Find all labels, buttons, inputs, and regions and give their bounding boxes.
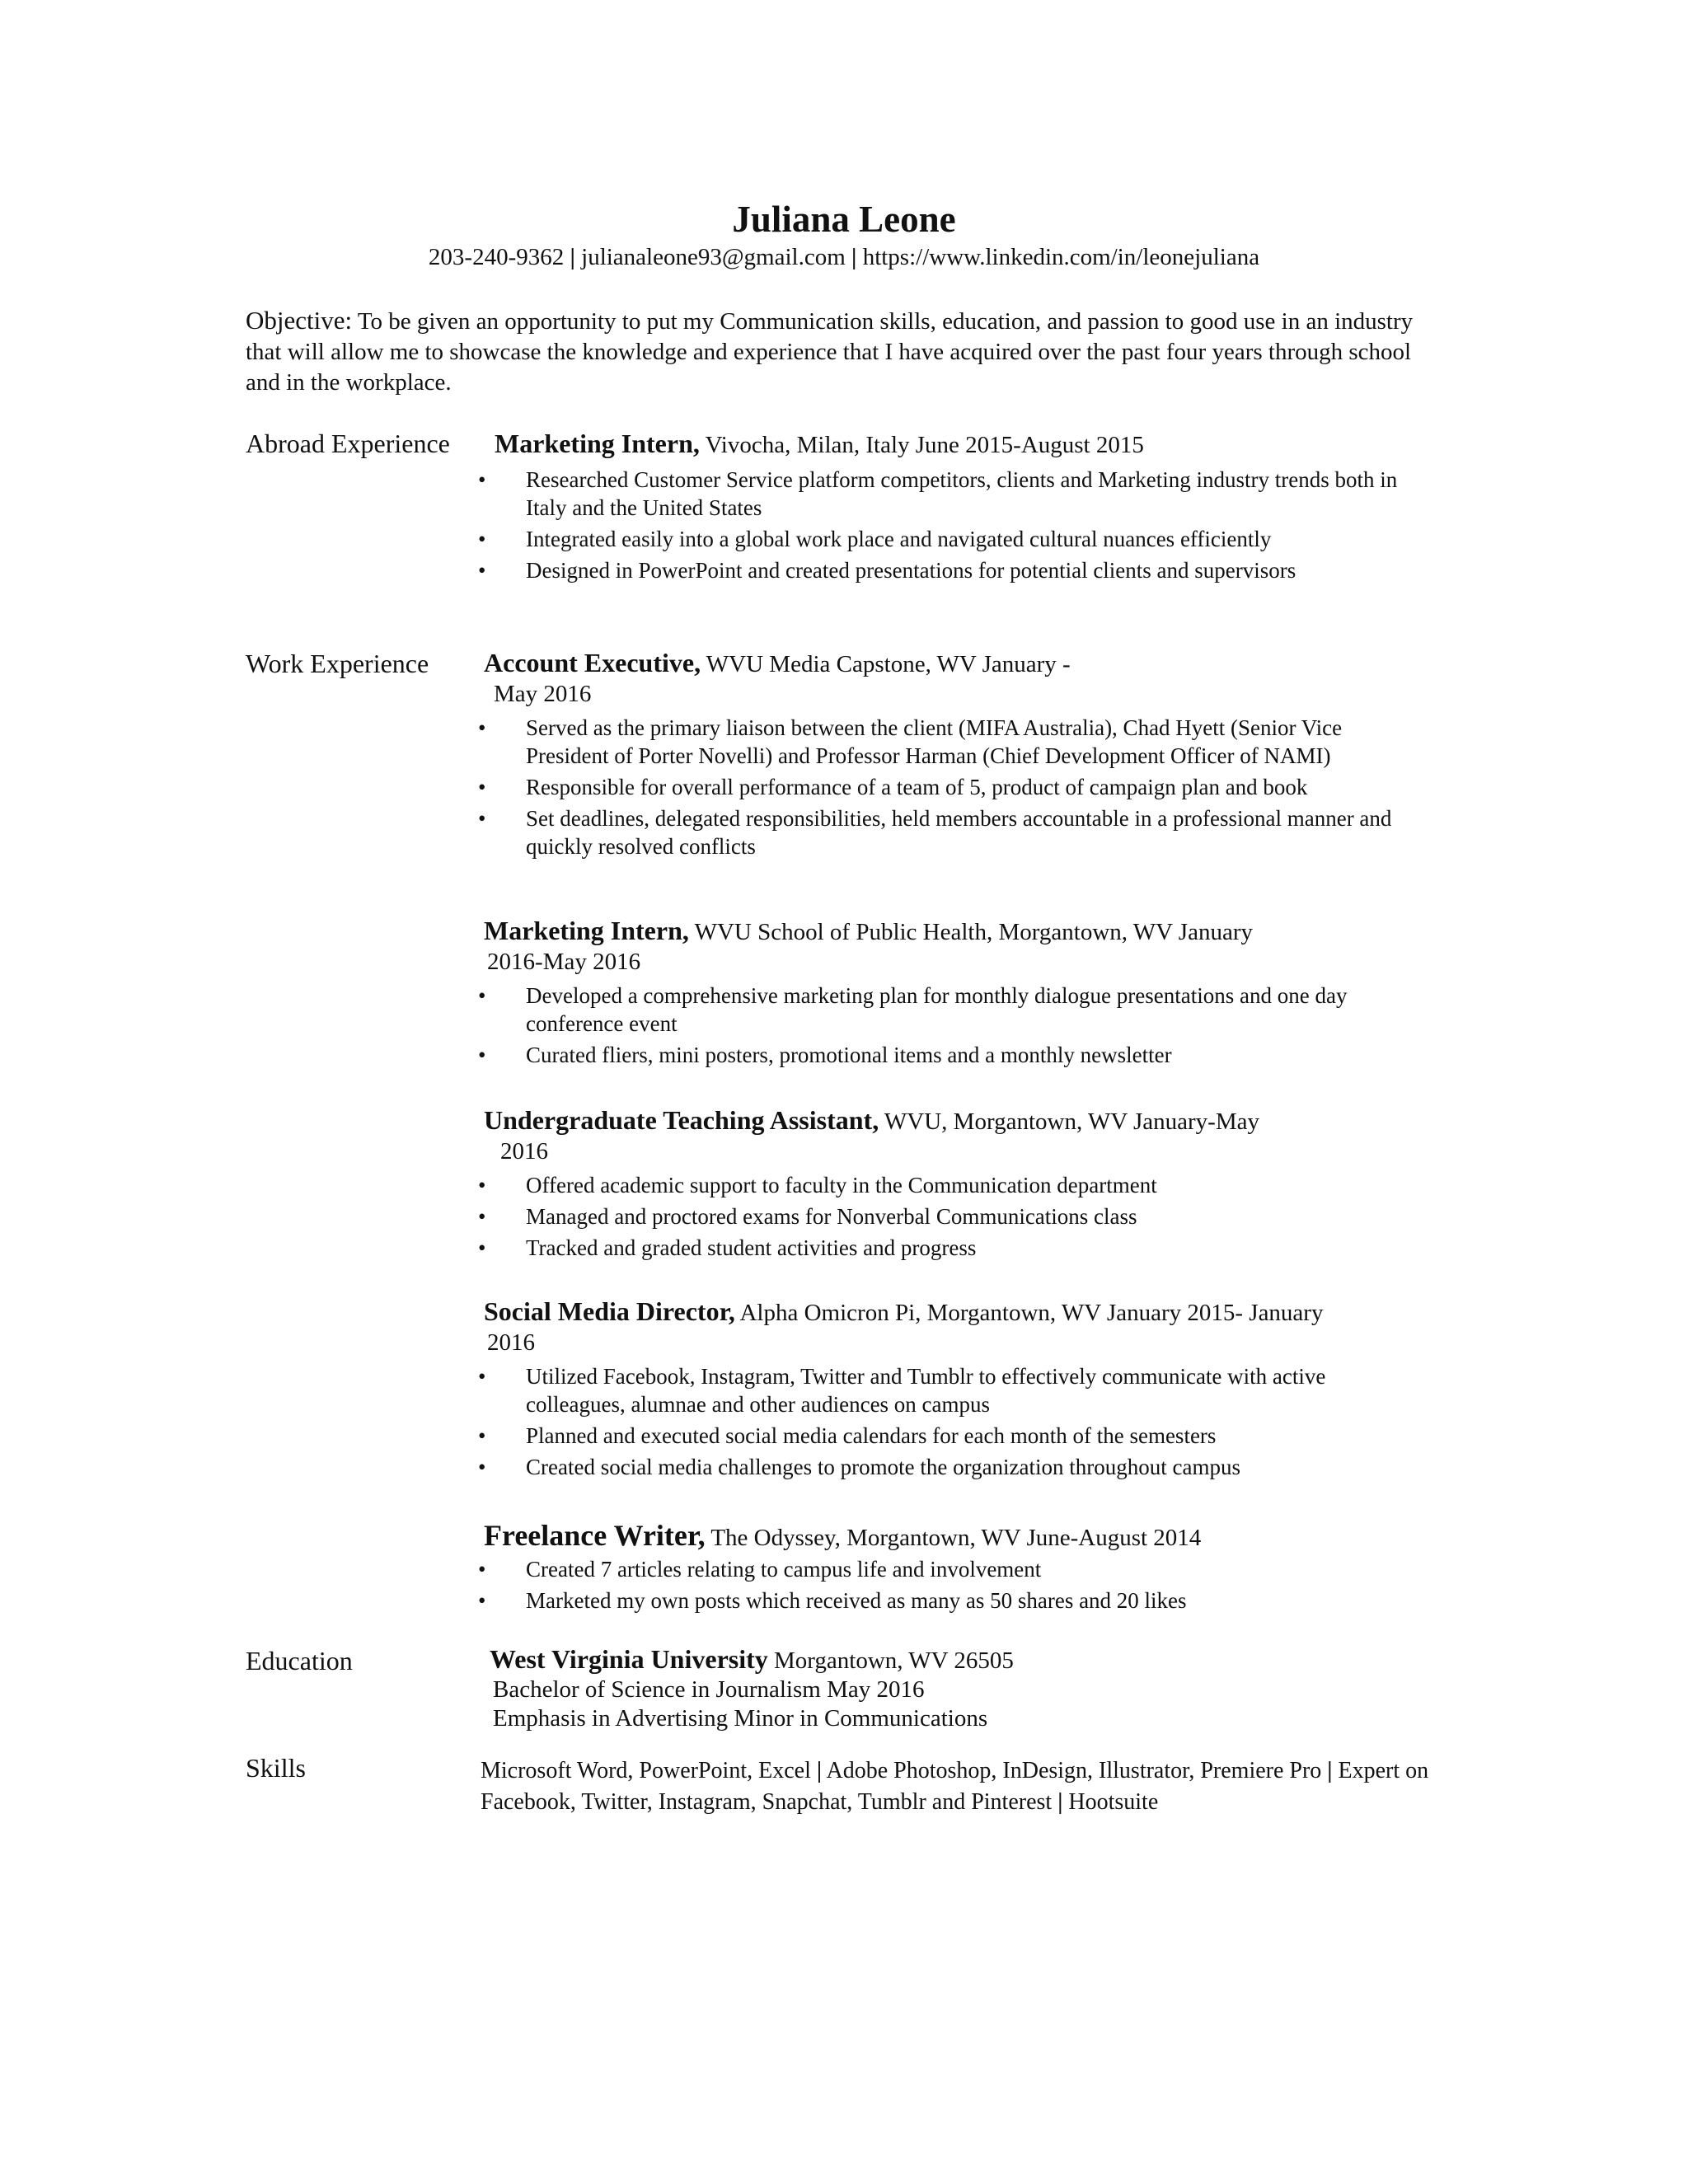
school-name: West Virginia University xyxy=(490,1644,768,1674)
skills-group: Microsoft Word, PowerPoint, Excel xyxy=(481,1758,811,1783)
job-title: Social Media Director, xyxy=(484,1296,735,1326)
job-details: Vivocha, Milan, Italy June 2015-August 2015 xyxy=(705,432,1144,458)
job-bullets xyxy=(478,982,1401,1072)
job-details: WVU, Morgantown, WV January-May xyxy=(884,1108,1259,1135)
bullet-icon: • xyxy=(478,715,486,740)
job-details: Alpha Omicron Pi, Morgantown, WV January 2015- January xyxy=(739,1300,1324,1326)
list-item: • Responsible for overall performance of a team of 5, product of campaign plan and book xyxy=(478,775,1308,799)
job-heading xyxy=(484,1521,1440,1553)
list-item: • Set deadlines, delegated responsibilities, held members accountable in a professional manner and quickly resolved conflicts xyxy=(478,806,1392,859)
bullet-icon: • xyxy=(478,775,486,799)
contact-line xyxy=(0,241,1688,274)
job-title: Undergraduate Teaching Assistant, xyxy=(484,1105,879,1135)
job-title: Marketing Intern, xyxy=(484,916,689,945)
job-title: Account Executive, xyxy=(484,648,701,677)
job-heading xyxy=(484,1105,1440,1166)
education-school-line xyxy=(490,1645,1014,1675)
section-label-work: Work Experience xyxy=(246,649,429,678)
list-item: • Managed and proctored exams for Nonverbal Communications class xyxy=(478,1204,1137,1229)
job-bullets xyxy=(478,1171,1401,1265)
list-item: • Integrated easily into a global work place and navigated cultural nuances efficiently xyxy=(478,527,1272,551)
bullet-icon: • xyxy=(478,1235,486,1260)
job-details-continued: May 2016 xyxy=(494,681,592,707)
job-bullets xyxy=(478,714,1401,864)
bullet-icon: • xyxy=(478,1557,486,1582)
skills-block xyxy=(481,1755,1453,1818)
job-bullets xyxy=(478,1362,1401,1484)
list-item: • Researched Customer Service platform competitors, clients and Marketing industry trends both in Italy and the United States xyxy=(478,467,1398,520)
section-label-abroad: Abroad Experience xyxy=(246,429,450,458)
section-label-skills: Skills xyxy=(246,1753,306,1783)
job-heading xyxy=(484,1296,1440,1357)
list-item: • Offered academic support to faculty in the Communication department xyxy=(478,1173,1157,1197)
education-block xyxy=(490,1645,1014,1733)
list-item: • Planned and executed social media calendars for each month of the semesters xyxy=(478,1423,1217,1448)
email-address: julianaleone93@gmail.com xyxy=(581,244,846,270)
resume-name: Juliana Leone xyxy=(732,199,956,240)
job-details: WVU School of Public Health, Morgantown, WV January xyxy=(694,919,1253,945)
contact-separator: | xyxy=(851,244,857,270)
bullet-icon: • xyxy=(478,1043,486,1067)
bullet-icon: • xyxy=(478,1364,486,1389)
section-label-education: Education xyxy=(246,1646,353,1675)
job-details: WVU Media Capstone, WV January - xyxy=(706,651,1071,677)
job-details-continued: 2016-May 2016 xyxy=(487,949,641,975)
skills-group: Adobe Photoshop, InDesign, Illustrator, Premiere Pro xyxy=(826,1758,1322,1783)
job-title: Freelance Writer, xyxy=(484,1519,706,1552)
job-details-continued: 2016 xyxy=(487,1329,535,1356)
list-item: • Utilized Facebook, Instagram, Twitter and Tumblr to effectively communicate with active colleagues, alumnae and other audiences on campus xyxy=(478,1364,1326,1417)
linkedin-url: https://www.linkedin.com/in/leonejuliana xyxy=(862,244,1260,270)
contact-separator: | xyxy=(570,244,575,270)
bullet-icon: • xyxy=(478,806,486,831)
bullet-icon: • xyxy=(478,467,486,492)
list-item: • Created social media challenges to promote the organization throughout campus xyxy=(478,1455,1240,1479)
job-bullets xyxy=(478,1555,1401,1618)
objective-label: Objective: xyxy=(246,306,353,335)
degree-line: Bachelor of Science in Journalism May 2016 xyxy=(493,1676,925,1703)
job-title: Marketing Intern, xyxy=(495,429,700,458)
bullet-icon: • xyxy=(478,983,486,1008)
objective-paragraph xyxy=(246,305,1441,398)
job-details-continued: 2016 xyxy=(500,1138,548,1165)
bullet-icon: • xyxy=(478,527,486,551)
bullet-icon: • xyxy=(478,1173,486,1197)
bullet-icon: • xyxy=(478,1455,486,1479)
job-bullets xyxy=(478,466,1401,588)
job-heading xyxy=(495,429,1451,460)
skills-separator: | xyxy=(1057,1789,1063,1815)
list-item: • Designed in PowerPoint and created presentations for potential clients and supervisors xyxy=(478,558,1296,583)
skills-separator: | xyxy=(816,1758,823,1783)
job-details: The Odyssey, Morgantown, WV June-August 2014 xyxy=(710,1525,1202,1551)
list-item: • Tracked and graded student activities and progress xyxy=(478,1235,977,1260)
list-item: • Created 7 articles relating to campus life and involvement xyxy=(478,1557,1042,1582)
bullet-icon: • xyxy=(478,1204,486,1229)
skills-group: Hootsuite xyxy=(1068,1789,1159,1815)
job-heading xyxy=(484,648,1440,709)
objective-text: To be given an opportunity to put my Communication skills, education, and passion to good use in an industry that will allow me to showcase the knowledge and experience that I have acquired over the past four years through school and in the workplace. xyxy=(246,308,1414,396)
phone-number: 203-240-9362 xyxy=(428,244,565,270)
list-item: • Developed a comprehensive marketing plan for monthly dialogue presentations and one day conference event xyxy=(478,983,1348,1036)
job-heading xyxy=(484,916,1440,977)
bullet-icon: • xyxy=(478,1423,486,1448)
bullet-icon: • xyxy=(478,558,486,583)
school-location: Morgantown, WV 26505 xyxy=(774,1647,1014,1674)
list-item: • Curated fliers, mini posters, promotional items and a monthly newsletter xyxy=(478,1043,1172,1067)
bullet-icon: • xyxy=(478,1588,486,1613)
skills-separator: | xyxy=(1327,1758,1333,1783)
skills-group: Expert on Facebook, Twitter, Instagram, Snapchat, Tumblr and Pinterest xyxy=(481,1758,1429,1815)
list-item: • Served as the primary liaison between the client (MIFA Australia), Chad Hyett (Senior Vice President of Porter Novelli) and Professor Harman (Chief Development Officer of NAMI) xyxy=(478,715,1343,768)
list-item: • Marketed my own posts which received as many as 50 shares and 20 likes xyxy=(478,1588,1187,1613)
emphasis-line: Emphasis in Advertising Minor in Communications xyxy=(493,1705,988,1732)
